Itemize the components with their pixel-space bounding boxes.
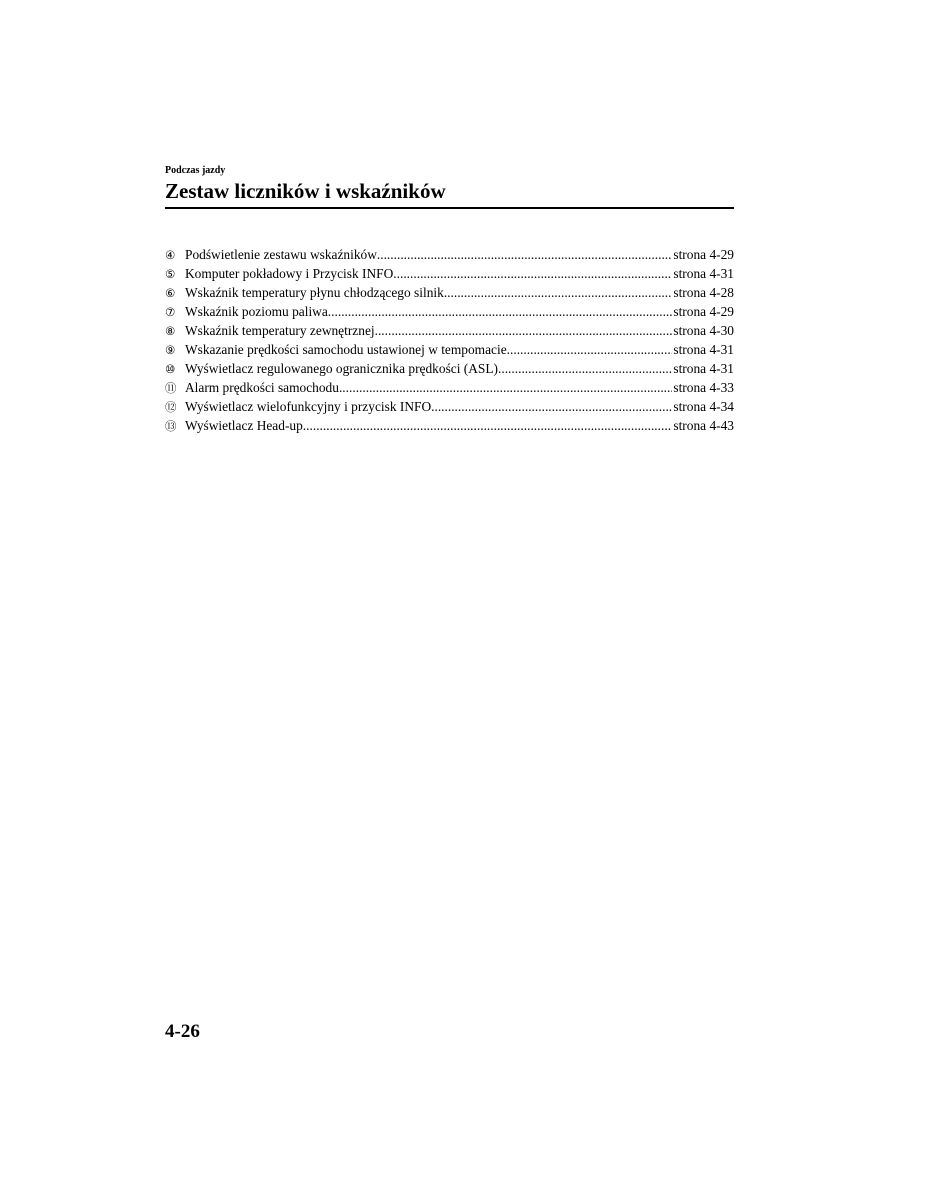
- toc-item-page-ref: strona 4-28: [673, 285, 734, 300]
- section-label: Podczas jazdy: [165, 165, 226, 176]
- dot-leader: [507, 340, 673, 359]
- toc-item-multi-display[interactable]: [165, 397, 734, 416]
- toc-item-page-ref: strona 4-33: [673, 380, 734, 395]
- toc-item-page-ref: strona 4-31: [673, 361, 734, 376]
- toc-item-number: ⑧: [165, 324, 176, 338]
- toc-item-label: Komputer pokładowy i Przycisk INFO: [185, 266, 394, 281]
- toc-item-number: ⑫: [165, 400, 177, 414]
- dot-leader: [431, 397, 672, 416]
- toc-item-trip-computer[interactable]: [165, 264, 734, 283]
- toc-item-speed-alarm[interactable]: [165, 378, 734, 397]
- toc-item-fuel-gauge[interactable]: [165, 302, 734, 321]
- dot-leader: [339, 378, 672, 397]
- toc-item-number: ④: [165, 248, 176, 262]
- toc-item-label: Wyświetlacz Head-up: [185, 418, 303, 433]
- toc-item-number: ⑪: [165, 381, 177, 395]
- toc-item-number: ⑬: [165, 419, 177, 433]
- dot-leader: [444, 283, 673, 302]
- toc-item-number: ⑩: [165, 362, 176, 376]
- toc-item-page-ref: strona 4-34: [673, 399, 734, 414]
- toc-item-number: ⑦: [165, 305, 176, 319]
- toc-list: [165, 245, 734, 435]
- toc-item-page-ref: strona 4-29: [673, 304, 734, 319]
- toc-item-label: Wyświetlacz wielofunkcyjny i przycisk INFO: [185, 399, 432, 414]
- toc-item-page-ref: strona 4-31: [673, 266, 734, 281]
- toc-item-asl-display[interactable]: [165, 359, 734, 378]
- toc-item-label: Wskazanie prędkości samochodu ustawionej w tempomacie: [185, 342, 507, 357]
- toc-item-page-ref: strona 4-29: [673, 247, 734, 262]
- title-divider: [165, 207, 734, 209]
- dot-leader: [498, 359, 672, 378]
- page-number: 4-26: [165, 1021, 200, 1042]
- toc-item-outside-temp[interactable]: [165, 321, 734, 340]
- toc-item-label: Wskaźnik poziomu paliwa: [185, 304, 328, 319]
- toc-item-number: ⑥: [165, 286, 176, 300]
- toc-item-label: Podświetlenie zestawu wskaźników: [185, 247, 377, 262]
- toc-item-backlight[interactable]: [165, 245, 734, 264]
- toc-item-coolant-temp[interactable]: [165, 283, 734, 302]
- toc-item-label: Wskaźnik temperatury płynu chłodzącego silnik: [185, 285, 444, 300]
- dot-leader: [393, 264, 672, 283]
- toc-item-number: ⑨: [165, 343, 176, 357]
- dot-leader: [328, 302, 673, 321]
- toc-item-page-ref: strona 4-31: [673, 342, 734, 357]
- dot-leader: [375, 321, 673, 340]
- toc-item-page-ref: strona 4-30: [673, 323, 734, 338]
- toc-item-cruise-speed[interactable]: [165, 340, 734, 359]
- toc-item-label: Alarm prędkości samochodu: [185, 380, 339, 395]
- toc-item-label: Wskaźnik temperatury zewnętrznej: [185, 323, 375, 338]
- dot-leader: [377, 245, 672, 264]
- toc-item-page-ref: strona 4-43: [673, 418, 734, 433]
- toc-item-label: Wyświetlacz regulowanego ogranicznika prędkości (ASL): [185, 361, 499, 376]
- toc-item-head-up[interactable]: [165, 416, 734, 435]
- dot-leader: [303, 416, 673, 435]
- toc-item-number: ⑤: [165, 267, 176, 281]
- page-title: Zestaw liczników i wskaźników: [165, 179, 446, 203]
